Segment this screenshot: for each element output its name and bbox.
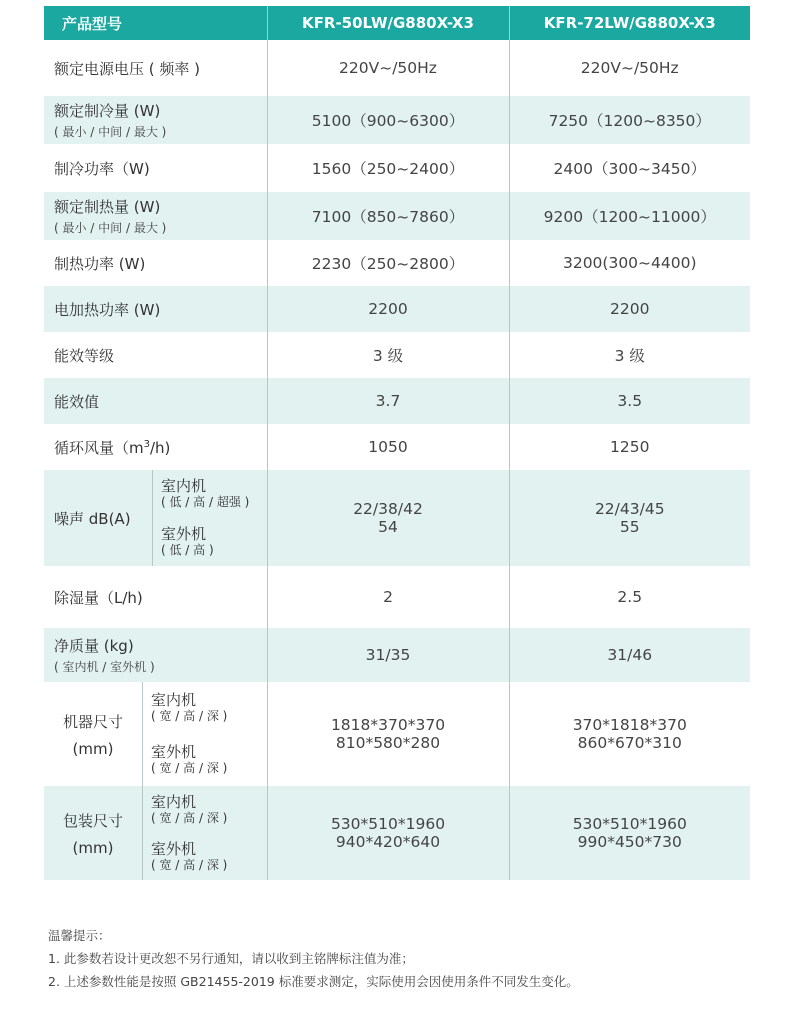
value-outdoor: 860*670*310 [577, 734, 682, 752]
value-indoor: 530*510*1960 [330, 815, 446, 833]
row-label: 制冷功率（W) [54, 159, 150, 178]
notes-title: 温馨提示： [48, 928, 111, 943]
row-label: 除湿量（L/h) [54, 588, 143, 607]
superscript: 3 [143, 438, 150, 450]
row-dehumidification [44, 566, 750, 628]
header-model-2: KFR-72LW/G880X-X3 [509, 6, 750, 40]
row-value-1: 2200 [267, 286, 509, 332]
row-value-2: 2400（300~3450） [509, 144, 750, 192]
row-label: 能效等级 [54, 346, 115, 365]
row-value-2: 220V~/50Hz [509, 40, 750, 96]
row-label-sub: ( 最小 / 中间 / 最大 ) [54, 125, 167, 139]
row-label: 制热功率 (W) [54, 254, 146, 273]
row-heating-power [44, 240, 750, 286]
row-value-1 [267, 470, 509, 566]
row-label: 额定电源电压 ( 频率 ) [54, 59, 201, 78]
sub-label-outdoor: 室外机 ( 宽 / 高 / 深 ) [151, 743, 228, 775]
value-outdoor: 55 [619, 518, 640, 536]
row-value-2: 3200(300~4400) [509, 240, 750, 286]
row-value-1: 2230（250~2800） [267, 240, 509, 286]
row-value-2: 2.5 [509, 566, 750, 628]
sub-label-outdoor: 室外机 ( 宽 / 高 / 深 ) [151, 839, 228, 872]
row-package-size [44, 786, 750, 880]
sub-label-indoor: 室内机 ( 低 / 高 / 超强 ) [161, 477, 250, 509]
value-indoor: 22/38/42 [353, 500, 423, 518]
row-label-end: /h) [150, 438, 171, 457]
header-label: 产品型号 [44, 6, 267, 40]
row-efficiency-grade [44, 332, 750, 378]
value-indoor: 370*1818*370 [572, 716, 687, 734]
row-value-2: 3 级 [509, 332, 750, 378]
row-label [44, 682, 267, 786]
value-indoor: 22/43/45 [594, 500, 665, 518]
row-value-1 [267, 682, 509, 786]
row-label: 能效值 [44, 378, 267, 424]
row-value-1: 1050 [267, 424, 509, 470]
row-label-main: 包装尺寸 (mm) [62, 811, 123, 857]
notes [48, 924, 579, 993]
row-label [44, 470, 267, 566]
row-airflow [44, 424, 750, 470]
row-label [44, 192, 267, 240]
row-cooling-power [44, 144, 750, 192]
row-label: 电加热功率 (W) [44, 286, 267, 332]
row-value-1: 5100（900~6300） [267, 96, 509, 144]
value-outdoor: 940*420*640 [335, 833, 441, 851]
row-label-main: 机器尺寸 (mm) [62, 712, 123, 758]
sub-label-indoor: 室内机 ( 宽 / 高 / 深 ) [151, 792, 228, 825]
header-model-1: KFR-50LW/G880X-X3 [267, 6, 509, 40]
sub-label-indoor: 室内机 ( 宽 / 高 / 深 ) [151, 691, 228, 723]
value-indoor: 1818*370*370 [330, 716, 446, 734]
row-label-sub: ( 室内机 / 室外机 ) [54, 660, 155, 674]
row-label [44, 424, 267, 470]
row-value-2: 2200 [509, 286, 750, 332]
row-label-main: 额定制热量 (W) [54, 198, 161, 216]
row-value-1: 3 级 [267, 332, 509, 378]
row-value-1: 2 [267, 566, 509, 628]
value-outdoor: 810*580*280 [335, 734, 441, 752]
row-label [44, 786, 267, 880]
value-outdoor: 54 [378, 518, 398, 536]
row-net-weight [44, 628, 750, 682]
row-value-2: 31/46 [509, 628, 750, 682]
row-value-2: 1250 [509, 424, 750, 470]
row-label-main: 循环风量（m [54, 438, 144, 457]
row-value-2 [509, 682, 750, 786]
sub-label-outdoor: 室外机 ( 低 / 高 ) [161, 525, 214, 557]
row-label-main: 噪声 dB(A) [54, 509, 131, 528]
row-label [44, 628, 267, 682]
notes-line-2: 2. 上述参数性能是按照 GB21455-2019 标准要求测定，实际使用会因使用条件不同发生变化。 [48, 974, 579, 989]
row-value-1 [267, 786, 509, 880]
row-value-2: 9200（1200~11000） [509, 192, 750, 240]
spec-table [44, 6, 750, 880]
row-electric-heating [44, 286, 750, 332]
row-label [44, 96, 267, 144]
row-label-main: 额定制冷量 (W) [54, 102, 161, 120]
row-value-2: 7250（1200~8350） [509, 96, 750, 144]
row-cooling-capacity [44, 96, 750, 144]
row-value-1: 3.7 [267, 378, 509, 424]
row-heating-capacity [44, 192, 750, 240]
header-row [44, 6, 750, 40]
row-value-1: 7100（850~7860） [267, 192, 509, 240]
value-outdoor: 990*450*730 [577, 833, 682, 851]
row-machine-size [44, 682, 750, 786]
row-value-2: 3.5 [509, 378, 750, 424]
row-value-1: 220V~/50Hz [267, 40, 509, 96]
row-efficiency-value [44, 378, 750, 424]
row-label-main: 净质量 (kg) [54, 637, 134, 655]
row-value-1: 31/35 [267, 628, 509, 682]
row-voltage [44, 40, 750, 96]
row-value-2 [509, 786, 750, 880]
value-indoor: 530*510*1960 [572, 815, 687, 833]
row-label-sub: ( 最小 / 中间 / 最大 ) [54, 221, 167, 235]
row-value-1: 1560（250~2400） [267, 144, 509, 192]
row-noise [44, 470, 750, 566]
row-value-2 [509, 470, 750, 566]
notes-line-1: 1. 此参数若设计更改恕不另行通知，请以收到主铭牌标注值为准； [48, 951, 414, 966]
